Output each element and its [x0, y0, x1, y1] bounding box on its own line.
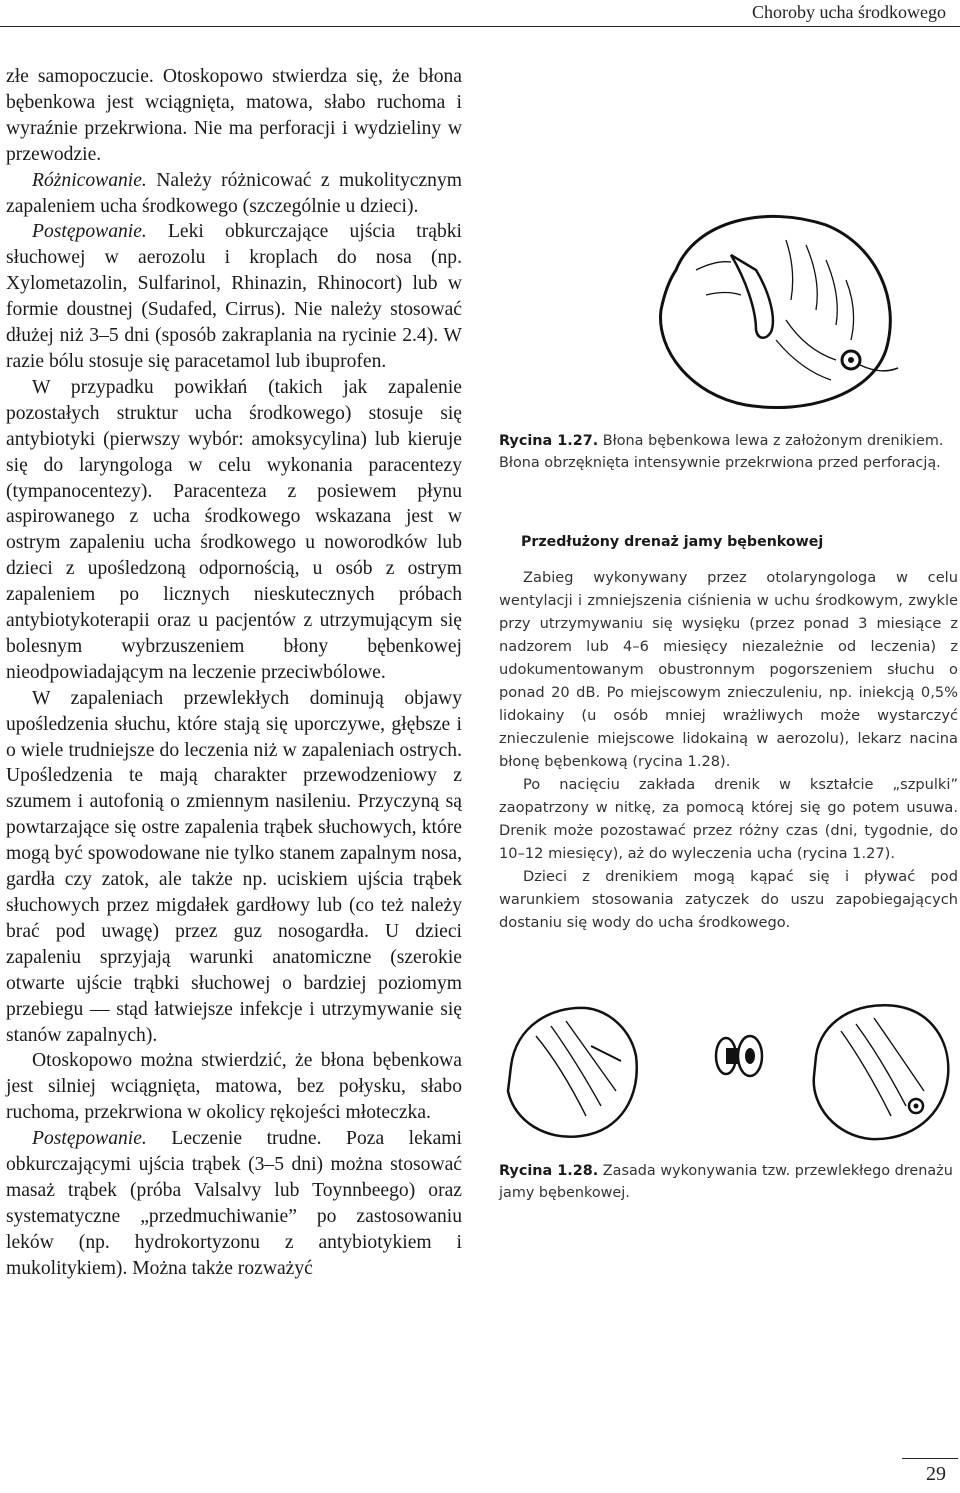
eardrum-with-drain-right	[814, 1005, 949, 1139]
paragraph: Po nacięciu zakłada drenik w kształcie „szpulki” zaopatrzony w nitkę, za pomocą której się go potem usuwa. Drenik może pozostawać przez różny czas (dni, tygodnie, do 10–12 miesięcy), aż do wyleczenia ucha (rycina 1.27).	[499, 776, 958, 862]
eardrum-with-drain-illustration	[636, 200, 916, 420]
page-number: 29	[926, 1463, 946, 1485]
paragraph: W przypadku powikłań (takich jak zapalenie pozostałych struktur ucha środkowego) stosuje się antybiotyki (pierwszy wybór: amoksycylina) lub kieruje się do laryngologa w celu wykonania paracentezy (tympanocentezy). Paracenteza z posiewem płynu aspirowanego z ucha środkowego wskazana jest w ostrym zapaleniu ucha środkowego u noworodków lub dzieci z upośledzoną odpornością, u osób z ostrym zapaleniem po licznych nieskutecznych próbach antybiotykoterapii oraz u pacjentów z utrzymującym się bolesnym wybrzuszeniem błony bębenkowej nieodpowiadającym na leczenie przeciwbólowe.	[6, 376, 462, 683]
eardrum-outline	[661, 216, 891, 407]
eardrum-incision-left	[508, 1008, 637, 1137]
running-header	[0, 0, 960, 27]
main-text-column	[6, 64, 462, 1282]
paragraph-text: Należy różnicować z mukolitycznym zapaleniem ucha środkowego (szczególnie u dzieci).	[6, 169, 462, 217]
figure-caption-text: Zasada wykonywania tzw. przewlekłego drenażu jamy bębenkowej.	[499, 1163, 953, 1201]
paragraph: Zabieg wykonywany przez otolaryngologa w celu wentylacji i zmniejszenia ciśnienia w uchu środkowym, zwykle przy utrzymywaniu się wysięku (przez ponad 3 miesiące z nadzorem lub 4–6 miesięcy niezależnie od leczenia) z udokumentowanym obustronnym pogorszeniem słuchu o ponad 20 dB. Po miejscowym znieczuleniu, np. iniekcją 0,5% lidokainy (u osób mniej wrażliwych może wystarczyć znieczulenie miejscowe lidokainą w aerozolu), lekarz nacina błonę bębenkową (rycina 1.28).	[499, 569, 958, 770]
box-text	[499, 566, 958, 934]
paragraph-lead: Postępowanie.	[32, 1128, 147, 1150]
running-header-title: Choroby ucha środkowego	[752, 2, 946, 22]
paragraph-lead: Różnicowanie.	[32, 169, 147, 191]
figure-label: Rycina 1.27.	[499, 433, 599, 449]
drainage-technique-illustration	[496, 996, 958, 1148]
figure-caption-text: Błona bębenkowa lewa z założonym drenikiem. Błona obrzęknięta intensywnie przekrwiona przed perforacją.	[499, 433, 944, 471]
paragraph: W zapaleniach przewlekłych dominują objawy upośledzenia słuchu, które stają się uporczywe, głębsze i o wiele trudniejsze do leczenia niż w zapaleniach ostrych. Upośledzenia te mają charakter przewodzeniowy z szumem i autofonią o zmiennym nasileniu. Przyczyną są powtarzające się ostre zapalenia trąbek słuchowych, które mogą być spowodowane nie tylko stanem zapalnym nosa, gardła czy zatok, ale także np. uciskiem ujścia trąbek słuchowych przez migdałek gardłowy lub (co też należy brać pod uwagę) przez guz nosogardła. U dzieci zapaleniu sprzyjają warunki anatomiczne (szerokie otwarte ujście trąbki słuchowej o bardziej poziomym przebiegu — stąd łatwiejsze infekcje i utrzymywanie się stanów zapalnych).	[6, 687, 462, 1046]
paragraph: Otoskopowo można stwierdzić, że błona bębenkowa jest silniej wciągnięta, matowa, bez połysku, słabo ruchoma, przekrwiona w okolicy rękojeści młoteczka.	[6, 1050, 462, 1124]
box-title: Przedłużony drenaż jamy bębenkowej	[521, 534, 824, 550]
page-number-rule	[902, 1458, 958, 1459]
paragraph: złe samopoczucie. Otoskopowo stwierdza się, że błona bębenkowa jest wciągnięta, matowa, słabo ruchoma i wyraźnie przekrwiona. Nie ma perforacji i wydzieliny w przewodzie.	[6, 66, 462, 165]
paragraph-text: Leczenie trudne. Poza lekami obkurczającymi ujścia trąbek (3–5 dni) można stosować masaż trąbek (próba Valsalvy lub Toynnbeego) oraz systematyczne „przedmuchiwanie” po zastosowaniu leków (np. hydrokortyzonu z antybiotykiem i mukolitykiem). Można także rozważyć	[6, 1128, 462, 1279]
figure-caption-1-28	[499, 1161, 959, 1204]
figure-caption-1-27	[499, 431, 954, 474]
figure-label: Rycina 1.28.	[499, 1163, 599, 1179]
paragraph	[6, 168, 462, 220]
drain-spool-icon	[716, 1036, 762, 1076]
paragraph: Dzieci z drenikiem mogą kąpać się i pływać pod warunkiem stosowania zatyczek do uszu zapobiegających dostaniu się wody do ucha środkowego.	[499, 868, 958, 931]
paragraph-lead: Postępowanie.	[32, 221, 147, 243]
paragraph	[6, 219, 462, 374]
paragraph	[6, 1126, 462, 1281]
paragraph-text: Leki obkurczające ujścia trąbki słuchowej w aerozolu i kroplach do nosa (np. Xylometazolin, Sulfarinol, Rhinazin, Rhinocort) lub w formie doustnej (Sudafed, Cirrus). Nie należy stosować dłużej niż 3–5 dni (sposób zakraplania na rycinie 2.4). W razie bólu stosuje się paracetamol lub ibuprofen.	[6, 221, 462, 372]
